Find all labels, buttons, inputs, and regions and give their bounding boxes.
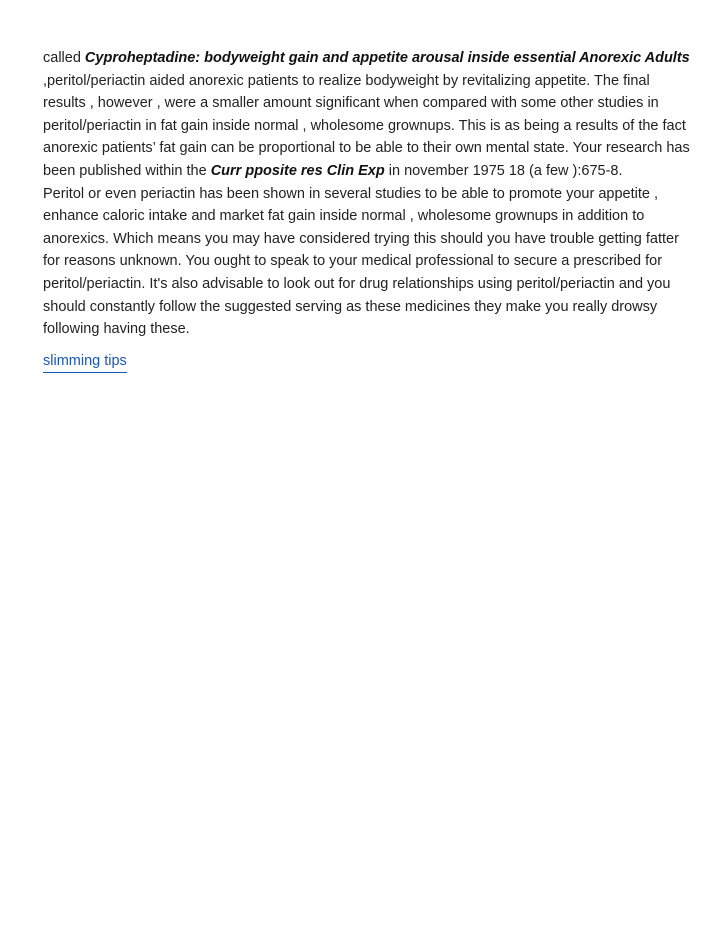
study-title: Cyproheptadine: bodyweight gain and appetite arousal inside essential Anorexic Adults xyxy=(84,50,690,66)
text-line: following having these. xyxy=(43,321,190,338)
text-line: results , however , were a smaller amount significant when compared with some other studies in xyxy=(43,95,659,112)
text-line: enhance caloric intake and market fat gain inside normal , wholesome grownups in addition to xyxy=(43,208,645,225)
text-called: called xyxy=(43,50,85,66)
text-line: should constantly follow the suggested serving as these medicines they make you really drowsy xyxy=(43,298,658,315)
text-line: Peritol or even periactin has been shown in several studies to be able to promote your appetite , xyxy=(43,185,659,202)
text-line xyxy=(43,47,693,70)
document-body xyxy=(43,47,693,373)
text-line: peritol/periactin in fat gain inside normal , wholesome grownups. This is as being a results of the fact xyxy=(43,117,686,134)
text-line: anorexics. Which means you may have considered trying this should you have trouble getting fatter xyxy=(43,230,679,247)
text-published-suffix: in november 1975 18 (a few ):675-8. xyxy=(384,162,623,179)
text-line: ,peritol/periactin aided anorexic patients to realize bodyweight by revitalizing appetite. The final xyxy=(43,72,650,89)
link-container xyxy=(43,351,693,373)
journal-name: Curr pposite res Clin Exp xyxy=(210,162,385,179)
slimming-tips-link[interactable]: slimming tips xyxy=(43,351,127,373)
text-published-prefix: been published within the xyxy=(43,162,211,179)
text-line: for reasons unknown. You ought to speak to your medical professional to secure a prescribed for xyxy=(43,253,663,270)
text-line: peritol/periactin. It's also advisable to look out for drug relationships using peritol/periactin and you xyxy=(43,275,671,292)
text-line: anorexic patients’ fat gain can be proportional to be able to their own mental state. Your research has xyxy=(43,140,690,157)
paragraph-cyproheptadine-study xyxy=(43,47,693,183)
text-line xyxy=(43,160,693,183)
paragraph-periactin-appetite xyxy=(43,183,693,341)
